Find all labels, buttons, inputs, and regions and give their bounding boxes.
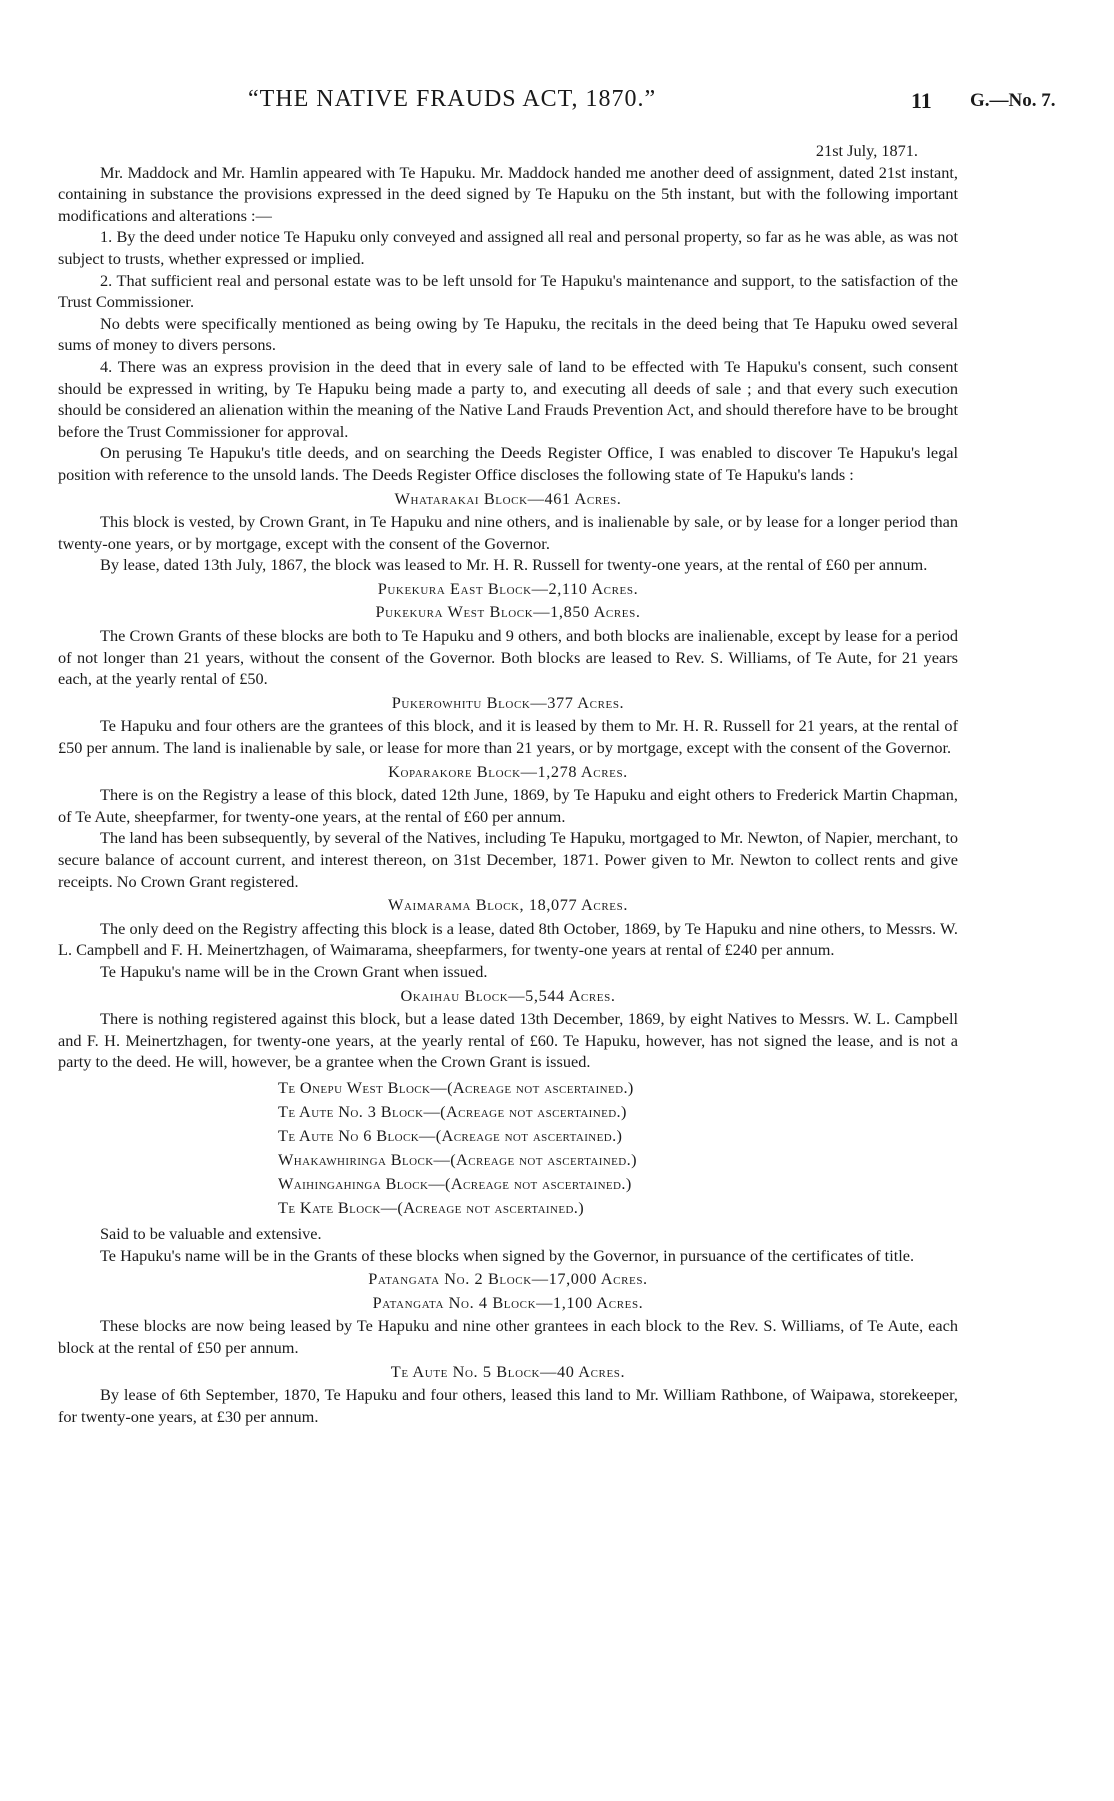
block-heading: Patangata No. 2 Block—17,000 Acres. [368, 1269, 648, 1289]
paragraph: 1. By the deed under notice Te Hapuku only conveyed and assigned all real and personal property, so far as he was able, as was not subject to trusts, whether expressed or implied. [58, 227, 958, 268]
list-item: Whakawhiringa Block—(Acreage not ascertained.) [278, 1149, 637, 1169]
list-item: Waihingahinga Block—(Acreage not ascertained.) [278, 1173, 632, 1193]
paragraph: 4. There was an express provision in the deed that in every sale of land to be effected with Te Hapuku's consent, such consent should be expressed in writing, by Te Hapuku being made a party to, and executing all deeds of sale ; and that every such execution should be considered an alienation within the meaning of the Native Land Frauds Prevention Act, and should therefore have to be brought before the Trust Commissioner for approval. [58, 356, 958, 441]
block-heading: Waimarama Block, 18,077 Acres. [387, 895, 628, 915]
paragraph: The Crown Grants of these blocks are both to Te Hapuku and 9 others, and both blocks are inalienable, except by lease for a period of not longer than 21 years, without the consent of the Governor. Both blocks are leased to Rev. S. Williams, of Te Aute, for 21 years each, at the yearly rental of £50. [58, 626, 958, 689]
block-heading: Whatarakai Block—461 Acres. [394, 488, 622, 508]
list-item: Te Aute No. 3 Block—(Acreage not ascertained.) [278, 1101, 627, 1121]
paragraph: Te Hapuku's name will be in the Crown Grant when issued. [100, 961, 488, 981]
block-heading: Pukekura West Block—1,850 Acres. [375, 602, 641, 622]
paragraph: Said to be valuable and extensive. [100, 1223, 322, 1243]
list-item: Te Kate Block—(Acreage not ascertained.) [278, 1197, 585, 1217]
page-header [58, 86, 1056, 122]
block-heading: Te Aute No. 5 Block—40 Acres. [390, 1361, 626, 1381]
paragraph: These blocks are now being leased by Te Hapuku and nine other grantees in each block to the Rev. S. Williams, of Te Aute, each block at the rental of £50 per annum. [58, 1316, 958, 1357]
paragraph: The land has been subsequently, by several of the Natives, including Te Hapuku, mortgaged to Mr. Newton, of Napier, merchant, to secure balance of account current, and interest thereon, on 31st December, 1871. Power given to Mr. Newton to collect rents and give receipts. No Crown Grant registered. [58, 828, 958, 891]
page-title: “THE NATIVE FRAUDS ACT, 1870.” [248, 86, 657, 112]
list-item: Te Aute No 6 Block—(Acreage not ascertained.) [278, 1125, 623, 1145]
paragraph: There is nothing registered against this block, but a lease dated 13th December, 1869, by eight Natives to Messrs. W. L. Campbell and F. H. Meinertzhagen, for twenty-one years, at the yearly rental of £60. Te Hapuku, however, has not signed the lease, and is not a party to the deed. He will, however, be a grantee when the Crown Grant is issued. [58, 1009, 958, 1072]
paragraph: By lease of 6th September, 1870, Te Hapuku and four others, leased this land to Mr. William Rathbone, of Waipawa, storekeeper, for twenty-one years, at £30 per annum. [58, 1385, 958, 1426]
entry-date: 21st July, 1871. [815, 141, 918, 160]
paragraph: On perusing Te Hapuku's title deeds, and on searching the Deeds Register Office, I was enabled to discover Te Hapuku's legal position with reference to the unsold lands. The Deeds Register Office discloses the following state of Te Hapuku's lands : [58, 443, 958, 484]
paragraph: There is on the Registry a lease of this block, dated 12th June, 1869, by Te Hapuku and eight others to Frederick Martin Chapman, of Te Aute, sheepfarmer, for twenty-one years, at the rental of £60 per annum. [58, 785, 958, 826]
paragraph: The only deed on the Registry affecting this block is a lease, dated 8th October, 1869, by Te Hapuku and nine others, to Messrs. W. L. Campbell and F. H. Meinertzhagen, of Waimarama, sheepfarmers, for twenty-one years at rental of £240 per annum. [58, 918, 958, 960]
paragraph: Te Hapuku's name will be in the Grants of these blocks when signed by the Governor, in pursuance of the certificates of title. [100, 1245, 915, 1265]
paragraph: Te Hapuku and four others are the grantees of this block, and it is leased by them to Mr. H. R. Russell for 21 years, at the rental of £50 per annum. The land is inalienable by sale, or lease for more than 21 years, or by mortgage, except with the consent of the Governor. [58, 716, 958, 758]
paragraph: This block is vested, by Crown Grant, in Te Hapuku and nine others, and is inalienable by sale, or by lease for a longer period than twenty-one years, or by mortgage, except with the consent of the Governor. [58, 512, 958, 553]
document-page [58, 86, 1056, 1427]
paragraph: By lease, dated 13th July, 1867, the block was leased to Mr. H. R. Russell for twenty-one years, at the rental of £60 per annum. [100, 555, 928, 575]
block-heading: Pukerowhitu Block—377 Acres. [391, 692, 625, 712]
list-item: Te Onepu West Block—(Acreage not ascertained.) [278, 1077, 634, 1097]
paragraph: 2. That sufficient real and personal estate was to be left unsold for Te Hapuku's maintenance and support, to the satisfaction of the Trust Commissioner. [58, 270, 958, 312]
block-heading: Patangata No. 4 Block—1,100 Acres. [372, 1292, 644, 1312]
paragraph: Mr. Maddock and Mr. Hamlin appeared with Te Hapuku. Mr. Maddock handed me another deed of assignment, dated 21st instant, containing in substance the provisions expressed in the deed signed by Te Hapuku on the 5th instant, but with the following important modifications and alterations :— [58, 162, 958, 225]
unascertained-blocks-list [278, 1076, 958, 1220]
block-heading: Okaihau Block—5,544 Acres. [400, 985, 616, 1005]
page-number: 11 [911, 88, 932, 113]
paragraph: No debts were specifically mentioned as being owing by Te Hapuku, the recitals in the deed being that Te Hapuku owed several sums of money to divers persons. [58, 313, 958, 355]
paper-reference: G.—No. 7. [970, 90, 1056, 111]
block-heading: Koparakore Block—1,278 Acres. [388, 761, 628, 781]
block-heading: Pukekura East Block—2,110 Acres. [377, 578, 639, 598]
document-body [58, 140, 958, 1427]
